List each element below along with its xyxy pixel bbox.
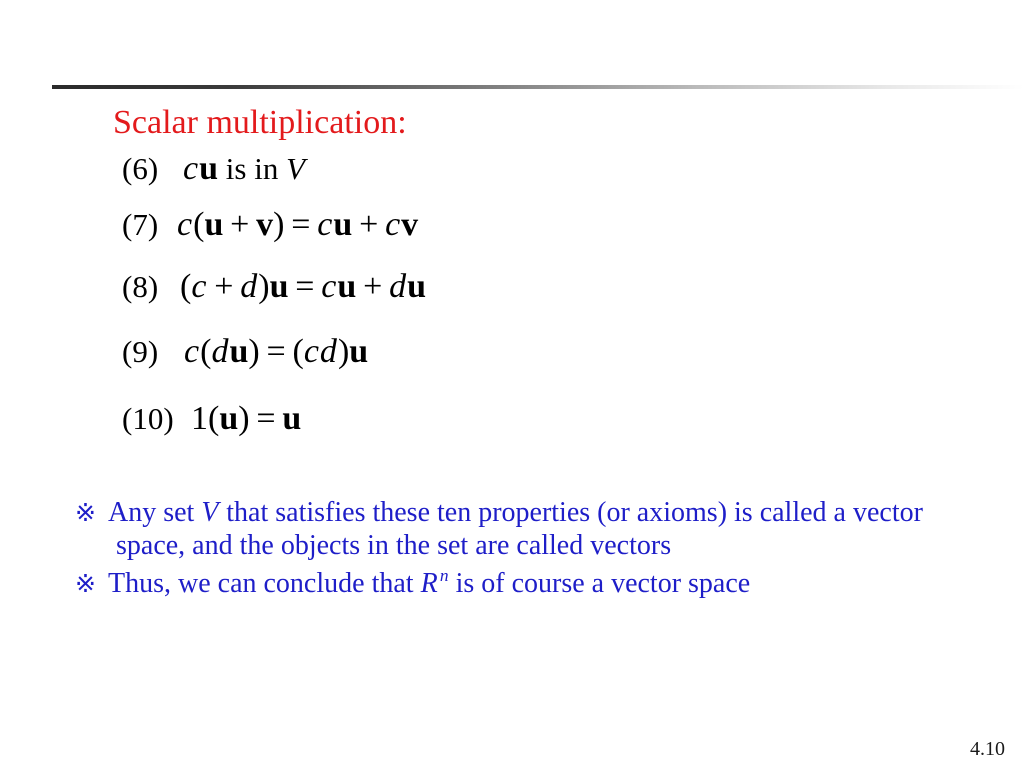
equation [191, 400, 301, 437]
text-run: that satisfies these ten properties (or axioms) is called a vector [219, 497, 923, 528]
scalar-variable: c [385, 206, 401, 243]
scalar-variable: c [184, 333, 200, 370]
page-number: 4.10 [970, 738, 1005, 760]
property-row-10 [122, 399, 301, 439]
vector-variable: u [349, 333, 369, 370]
math-symbol: ( [208, 400, 220, 437]
math-symbol: ) [337, 333, 350, 370]
math-operator: + [230, 206, 250, 243]
property-label: (6) [122, 151, 159, 186]
equation [183, 150, 218, 187]
math-symbol: ( [193, 206, 205, 243]
math-symbol: ) [238, 400, 250, 437]
math-operator: = [256, 400, 276, 437]
scalar-variable: d [211, 333, 229, 370]
scalar-variable: c [177, 206, 193, 243]
scalar-variable: c [303, 333, 319, 370]
equation [177, 206, 418, 243]
scalar-variable: d [240, 268, 258, 305]
superscript: n [439, 566, 449, 586]
property-row-7 [122, 205, 418, 245]
vector-variable: v [401, 206, 419, 243]
property-row-8 [122, 267, 426, 307]
slide-title: Scalar multiplication: [113, 104, 407, 141]
scalar-variable: c [191, 268, 207, 305]
math-symbol: ) [258, 268, 270, 305]
reference-mark-icon: ※ [75, 498, 96, 527]
scalar-variable: V [286, 151, 306, 186]
vector-variable: u [199, 150, 219, 187]
property-label: (10) [122, 401, 174, 436]
note-line [108, 496, 923, 529]
vector-variable: u [282, 400, 302, 437]
math-operator: + [359, 206, 379, 243]
text-run: is of course a vector space [448, 568, 751, 599]
vector-variable: u [229, 333, 249, 370]
scalar-variable: c [317, 206, 333, 243]
vector-variable: u [333, 206, 353, 243]
text-run: Thus, we can conclude that [108, 568, 421, 599]
math-operator: = [291, 206, 311, 243]
property-label: (7) [122, 207, 159, 242]
math-operator: + [363, 268, 383, 305]
property-row-9 [122, 332, 368, 372]
property-label: (8) [122, 269, 159, 304]
header-rule [52, 85, 1024, 89]
property-row-6 [122, 149, 306, 189]
equation [184, 333, 368, 370]
text-run: Any set [108, 497, 202, 528]
note-line [108, 567, 750, 603]
vector-variable: u [219, 400, 239, 437]
property-label: (9) [122, 334, 159, 369]
vector-variable: v [256, 206, 274, 243]
reference-mark-icon: ※ [75, 569, 96, 598]
note-line [116, 529, 671, 562]
math-symbol: ) [273, 206, 285, 243]
vector-variable: u [407, 268, 427, 305]
math-symbol: ( [180, 268, 192, 305]
math-symbol: ) [248, 333, 260, 370]
vector-variable: u [204, 206, 224, 243]
vector-variable: u [337, 268, 357, 305]
property-statement [218, 151, 306, 186]
scalar-variable: V [201, 497, 219, 528]
scalar-variable: c [321, 268, 337, 305]
text-run: space, and the objects in the set are called vectors [116, 530, 672, 561]
scalar-variable: d [319, 333, 337, 370]
equation [180, 268, 426, 305]
text-run: is in [218, 151, 287, 186]
math-symbol: ( [292, 333, 304, 370]
math-operator: + [214, 268, 234, 305]
vector-variable: u [269, 268, 289, 305]
scalar-variable: d [389, 268, 407, 305]
scalar-variable: R [420, 568, 438, 599]
math-operator: = [266, 333, 286, 370]
math-symbol: ( [200, 333, 212, 370]
math-symbol: 1 [191, 400, 208, 437]
scalar-variable: c [183, 150, 199, 187]
math-operator: = [295, 268, 315, 305]
